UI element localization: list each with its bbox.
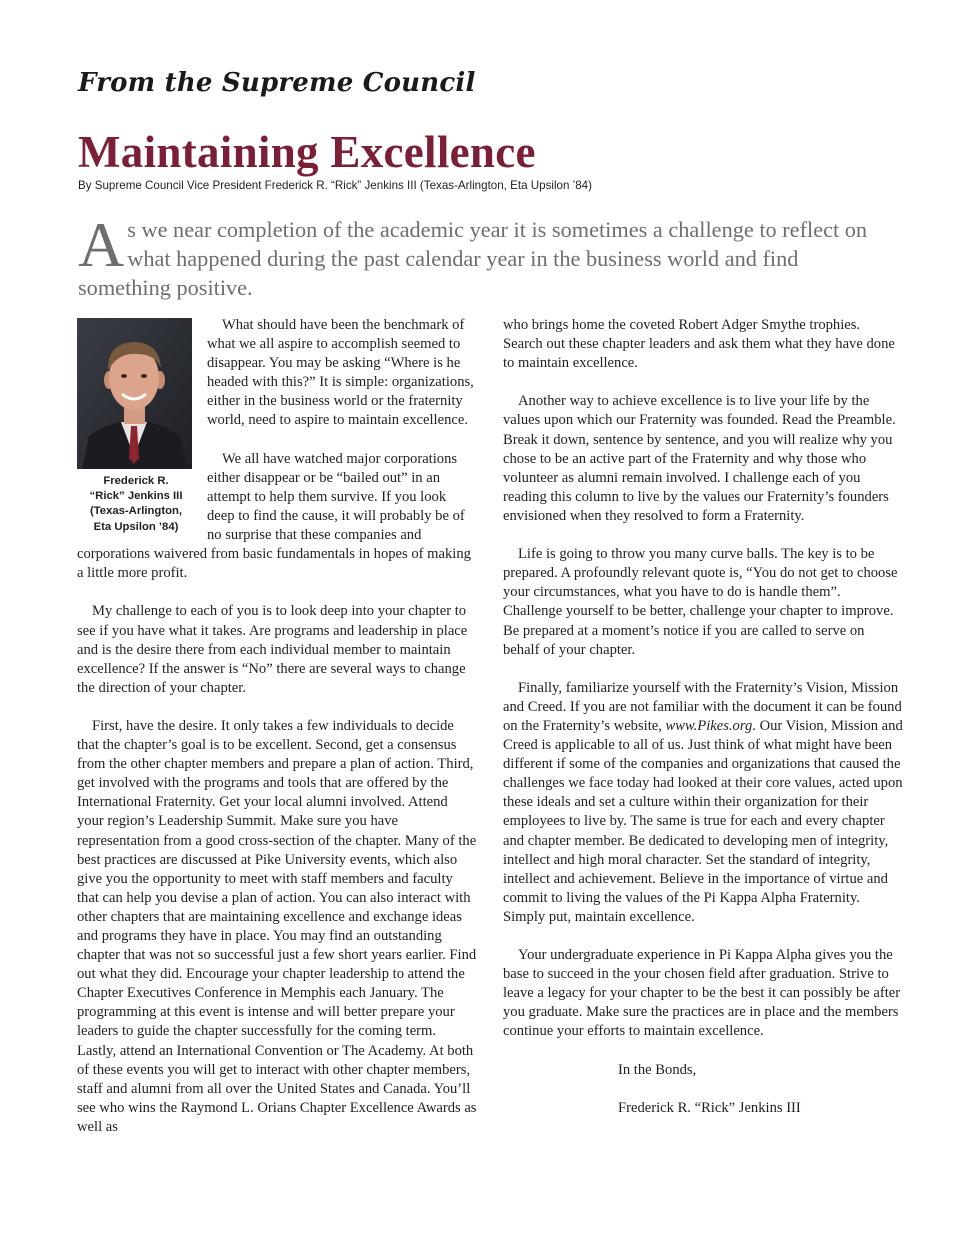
article-byline: By Supreme Council Vice President Frederick R. “Rick” Jenkins III (Texas-Arlington, Eta Upsilon ’84) — [78, 179, 592, 192]
section-kicker: From the Supreme Council — [78, 68, 476, 98]
continued-paragraph: who brings home the coveted Robert Adger Smythe trophies. Search out these chapter leaders and ask them what they have done to maintain excellence. — [503, 317, 895, 372]
signoff: In the Bonds, — [618, 1061, 697, 1078]
intro-paragraph — [78, 209, 868, 302]
vision-text-after: . Our Vision, Mission and Creed is applicable to all of us. Just think of what might have been different if some of the companies and organizations that caused the challenges we face today had looked at their core values, acted upon these ideals and set a culture within their organization for their employees to live by. The same is true for each and every chapter and chapter member. Be dedicated to developing men of integrity, intellect and high moral character. Set the standard of integrity, intellect and achievement. Believe in the importance of virtue and commit to living the values of the Pi Kappa Alpha Fraternity. Simply put, maintain excellence. — [503, 717, 903, 925]
caption-line: Eta Upsilon ’84) — [93, 520, 179, 533]
vision-paragraph — [503, 679, 903, 927]
portrait-photo-icon — [77, 318, 192, 469]
author-photo-block — [77, 318, 195, 535]
photo-caption — [77, 474, 195, 535]
vision-text-before: Finally, familiarize yourself with the Fraternity’s Vision, Mission and Creed. If you are not familiar with the document it can be found on the Fraternity’s website, — [503, 679, 902, 734]
right-column — [503, 316, 903, 1137]
signature: Frederick R. “Rick” Jenkins III — [618, 1099, 801, 1116]
body-paragraph: First, have the desire. It only takes a few individuals to decide that the chapter’s goal is to be excellent. Second, get a consensus from the other chapter members and prepare a plan of action. Third, get involved with the programs and tools that are offered by the International Fraternity. Get your local alumni involved. Attend your region’s Leadership Summit. Make sure you have representation from a good cross-section of the chapter. Many of the best practices are discussed at Pike University events, which also give you the opportunity to meet with staff members and faculty that can help you devise a plan of action. You can also interact with other chapters that are maintaining excellence and exchange ideas and programs they have in place. You may find an outstanding chapter that was not so successful just a few short years earlier. Find out what they did. Encourage your chapter leadership to attend the Chapter Executives Conference in Memphis each January. The programming at this event is intense and will better prepare your leaders to guide the chapter successfully for the coming term. Lastly, attend an International Convention or The Academy. At both of these events you will get to interact with other chapter members, staff and alumni from all over the United States and Canada. You’ll see who wins the Raymond L. Orians Chapter Excellence Awards as well as — [77, 717, 477, 1135]
intro-text: s we near completion of the academic year it is sometimes a challenge to reflect on what happened during the past calendar year in the business world and find something positive. — [78, 217, 868, 300]
drop-cap: A — [78, 209, 125, 280]
website-link[interactable]: www.Pikes.org — [665, 717, 753, 734]
caption-line: Frederick R. — [103, 475, 169, 487]
article-title: Maintaining Excellence — [78, 127, 536, 177]
body-paragraph: We all have watched major corporations either disappear or be “bailed out” in an attempt to help them survive. If you look deep to find the cause, it will probably be of no surprise that these companies and corporations waivered from basic fundamentals in hopes of making a little more profit. — [77, 450, 471, 582]
closing-paragraph: Your undergraduate experience in Pi Kappa Alpha gives you the base to succeed in the your chosen field after graduation. Strive to leave a legacy for your chapter to be the best it can possibly be after you graduate. Make sure the practices are in place and the members continue your efforts to maintain excellence. — [503, 947, 901, 1040]
caption-line: “Rick” Jenkins III — [89, 490, 183, 503]
caption-line: (Texas-Arlington, — [89, 505, 183, 518]
left-column — [77, 316, 477, 1156]
body-paragraph: Life is going to throw you many curve balls. The key is to be prepared. A profoundly relevant quote is, “You do not get to choose your circumstances, what you have to do is handle them”. Challenge yourself to be better, challenge your chapter to improve. Be prepared at a moment’s notice if you are called to serve on behalf of your chapter. — [503, 546, 898, 658]
body-paragraph: What should have been the benchmark of what we all aspire to accomplish seemed to disappear. You may be asking “Where is he headed with this?” It is simple: organizations, either in the business world or the fraternity world, need to aspire to maintain excellence. — [207, 317, 474, 429]
body-paragraph: My challenge to each of you is to look deep into your chapter to see if you have what it takes. Are programs and leadership in place and is the desire there from each individual member to maintain excellence? If the answer is “No” there are several ways to change the direction of your chapter. — [77, 603, 468, 696]
body-paragraph: Another way to achieve excellence is to live your life by the values upon which our Fraternity was founded. Read the Preamble. Break it down, sentence by sentence, and you will realize why you chose to be an active part of the Fraternity and why those who volunteer as alumni remain involved. I challenge each of you reading this column to live by the values our Fraternity’s founders envisioned when they resolved to form a Fraternity. — [503, 393, 896, 524]
